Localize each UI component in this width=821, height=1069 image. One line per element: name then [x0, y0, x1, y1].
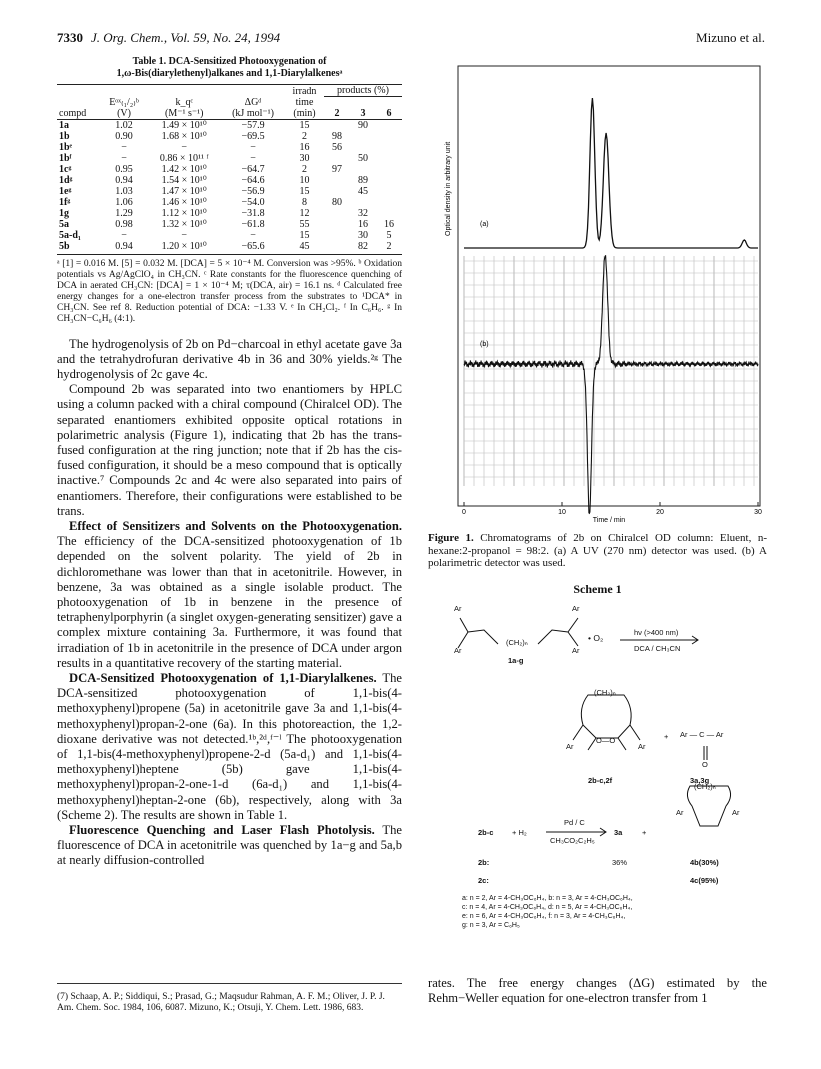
- body-text: [57, 337, 402, 869]
- table-cell: 1.46 × 10¹⁰: [161, 196, 207, 208]
- running-authors: Mizuno et al.: [696, 30, 765, 45]
- panel-b-label: (b): [480, 341, 489, 348]
- product-dioxane: [581, 695, 631, 738]
- panel-a-label: (a): [480, 221, 489, 228]
- table-cell: 80: [331, 196, 342, 208]
- table-cell: 45: [357, 185, 368, 197]
- table-cell: −: [181, 229, 188, 241]
- reactant-label: 2b-c: [478, 827, 494, 837]
- table-cell: 1.42 × 10¹⁰: [161, 163, 207, 175]
- table-cell: −64.7: [241, 163, 265, 175]
- table-cell: 2: [302, 130, 307, 142]
- table-cell: 32: [357, 207, 368, 219]
- table-cell: −65.6: [221, 241, 285, 255]
- table-cell: [324, 175, 350, 186]
- table-cell: 1g: [59, 207, 69, 219]
- table-row: [57, 219, 402, 230]
- recorder-grid: [464, 256, 758, 486]
- table-cell: 0.90: [115, 130, 133, 142]
- table-row: [57, 175, 402, 186]
- table-cell: 15: [299, 185, 310, 197]
- table-cell: [376, 175, 402, 186]
- section-heading: Effect of Sensitizers and Solvents on the Photooxygenation.: [69, 518, 402, 533]
- paragraph: The hydrogenolysis of 2b on Pd−charcoal in ethyl acetate gave 3a and the tetrahydrofuran derivative 4b in 36 and 30% yields.²ᵍ The hydrogenolysis of 2c gave 4c.: [57, 336, 402, 381]
- table-cell: 10: [299, 174, 310, 186]
- table-cell: −: [250, 152, 256, 164]
- table-cell: 82: [350, 241, 376, 255]
- table-cell: 1.02: [115, 119, 133, 131]
- table-cell: 50: [357, 152, 368, 164]
- x-tick-label: 20: [656, 509, 664, 516]
- table-cell: 1bᶠ: [59, 152, 72, 164]
- table-cell: [324, 230, 350, 241]
- table-cell: 1a: [59, 119, 69, 131]
- table-cell: [324, 186, 350, 197]
- chromatogram-svg: [428, 56, 767, 526]
- table-cell: 0.95: [115, 163, 133, 175]
- product-thf: [687, 786, 730, 826]
- table-cell: [376, 131, 402, 142]
- table-cell: 0.94: [101, 241, 148, 255]
- paragraph: Fluorescence Quenching and Laser Flash Photolysis. The fluorescence of DCA in acetonitrile was quenched by 1a−g and 5a,b at nearly diffusion-controlled: [57, 823, 402, 868]
- table-cell: [350, 131, 376, 142]
- table-cell: 1.06: [115, 196, 133, 208]
- x-tick-label: 0: [462, 509, 466, 516]
- table-cell: −54.0: [241, 196, 265, 208]
- figure-1-caption: Figure 1. Chromatograms of 2b on Chiralcel OD column: Eluent, n-hexane:2-propanol = 98:2. (a) A UV (270 nm) detector was used. (b) A polarimetric detector was used.: [428, 532, 767, 569]
- table-row: [57, 164, 402, 175]
- reactant-right-alkene: [568, 618, 578, 646]
- table-cell: 5b: [57, 241, 101, 255]
- table-cell: 16: [383, 218, 394, 230]
- table-cell: [376, 164, 402, 175]
- table-cell: 5: [386, 229, 392, 241]
- table-cell: [324, 119, 350, 131]
- table-cell: [376, 208, 402, 219]
- table-cell: 1fᵍ: [59, 196, 71, 208]
- right-column: [428, 56, 767, 1006]
- table-cell: 98: [331, 130, 342, 142]
- condition-1-bottom: DCA / CH₃CN: [634, 643, 681, 653]
- table-cell: 45: [285, 241, 324, 255]
- table-cell: 1.54 × 10¹⁰: [161, 174, 207, 186]
- footnote-reference: (7) Schaap, A. P.; Siddiqui, S.; Prasad, G.; Maqsudur Rahman, A. F. M.; Oliver, J. P. J. Am. Chem. Soc. 1984, 106, 6087. Mizuno, K.; Otsuji, Y. Chem. Lett. 1986, 683.: [57, 983, 402, 1014]
- table-cell: 1.32 × 10¹⁰: [161, 218, 207, 230]
- table-cell: 1.49 × 10¹⁰: [161, 119, 207, 131]
- table-cell: 30: [357, 229, 368, 241]
- table-cell: 15: [299, 229, 310, 241]
- table-cell: 16: [299, 141, 310, 153]
- table-cell: 1.20 × 10¹⁰: [147, 241, 221, 255]
- condition-1-top: hν (>400 nm): [634, 627, 679, 637]
- y-axis-label: Optical density in arbitrary unit: [445, 141, 452, 236]
- table-row: [57, 230, 402, 241]
- table-cell: 1eᵍ: [59, 185, 72, 197]
- table-cell: 56: [331, 141, 342, 153]
- table-cell: 0.98: [115, 218, 133, 230]
- table-cell: −: [121, 152, 127, 164]
- table-row: [57, 153, 402, 164]
- left-column: [57, 56, 402, 869]
- table-cell: [376, 119, 402, 131]
- plot-frame: [458, 66, 760, 506]
- table-cell: 5a-d₁: [59, 229, 81, 241]
- products-header: products (%): [324, 85, 402, 97]
- table-cell: [324, 219, 350, 230]
- table-row: [57, 186, 402, 197]
- table-cell: 5a: [59, 218, 69, 230]
- section-heading: DCA-Sensitized Photooxygenation of 1,1-Diarylalkenes.: [69, 670, 377, 685]
- x-ticks: [462, 502, 762, 516]
- table-cell: 30: [299, 152, 310, 164]
- table-cell: 89: [357, 174, 368, 186]
- x-axis-label: Time / min: [592, 517, 626, 524]
- table-cell: 2: [302, 163, 307, 175]
- table-cell: −31.8: [241, 207, 265, 219]
- paragraph: DCA-Sensitized Photooxygenation of 1,1-Diarylalkenes. The DCA-sensitized photooxygenation of 1,1-bis(4-methoxyphenyl)propene (5a) in acetonitrile gave 3a and 1,1-bis(4-methoxyphenyl)propan-2-one (6a). In this photoreaction, the 1,2-dioxane derivative was not detected.¹ᵇ,²ᵈ,ᶠ⁻ˡ The photooxygenation of 1,1-bis(4-methoxyphenyl)propene-2-d (5a-d₁) and 1,1-bis(4-methoxyphenyl)heptene (5b) gave 1,1-bis(4-methoxyphenyl)propan-2-one-1-d (6a-d₁) and 1,1-bis(4-methoxyphenyl)heptan-2-one (6b), respectively, along with 3a (Scheme 2). The results are shown in Table 1.: [57, 670, 402, 822]
- paragraph: Compound 2b was separated into two enantiomers by HPLC using a column packed with a chiral compound (Chiralcel OD). The separated enantiomers exhibited opposite optical rotations in polarimetric analysis (Figure 1), indicating that 2b has the trans-fused configuration at the ring junction; note that if 2b has the cis-fused configuration, it should be a meso compound that is optically inactive.⁷ Compounds 2c and 4c were also separated into pairs of enantiomers. Therefore, their configurations were established to be trans.: [57, 382, 402, 518]
- table-cell: 90: [357, 119, 368, 131]
- table-row: [57, 131, 402, 142]
- table-cell: [350, 142, 376, 153]
- ch2-label: (CH₂)ₙ: [506, 637, 528, 647]
- carbonyl-bond: [704, 746, 707, 760]
- table-cell: [350, 164, 376, 175]
- section-heading: Fluorescence Quenching and Laser Flash Photolysis.: [69, 823, 375, 837]
- reactant-left-alkene: [458, 618, 468, 648]
- table-1: irradn products (%) Eᵒˣ₍₁/₂₎ᵇ k_qᶜ ΔGᵈ time compd (V) (M⁻¹ s⁻¹) (kJ mol⁻¹) (min) 2 3 6 1a 1.02 1.49 × 10¹⁰ −57.9 15 90 1b 0.90 1.68 × 10¹⁰ −69.5 2 98 1bᵉ − − − 16 56 1bᶠ − 0.86 × 10¹¹ ᶠ − 30 50 1cᵍ 0.95 1.42 × 10¹⁰ −64.7 2 97 1dᵍ 0.94 1.54 × 10¹⁰ −64.6 10 89 1eᵍ 1.03 1.47 × 10¹⁰ −56.9 15 45 1fᵍ 1.06 1.46 × 10¹⁰ −54.0 8 80 1g 1.29 1.12 × 10¹⁰ −31.8 12 32 5a 0.98 1.32 × 10¹⁰ −61.8 55 16 16 5a-d₁ − − − 15 30 5 5b 0.94 1.20 × 10¹⁰ −65.6 45 82 2: [57, 84, 402, 255]
- table-cell: [324, 153, 350, 164]
- table-footnote: ᵃ [1] = 0.016 M. [5] = 0.032 M. [DCA] = 5 × 10⁻⁴ M. Conversion was >95%. ᵇ Oxidation potentials vs Ag/AgClO₄ in CH₃CN. ᶜ Rate constants for the fluorescence quenching of DCA in aerated CH₃CN: [DCA] = 1 × 10⁻⁴ M; τ(DCA, air) = 16.1 ns. ᵈ Calculated free energy changes for a one-electron transfer process from the substrates to ¹DCA* in CH₃CN. See ref 8. Reduction potential of DCA: −1.33 V. ᵉ In CH₂Cl₂. ᶠ In C₆H₆. ᵍ In CH₃CN−C₆H₆ (4:1).: [57, 258, 402, 324]
- uv-trace: [464, 98, 758, 248]
- table-cell: 1dᵍ: [59, 174, 73, 186]
- table-cell: [324, 208, 350, 219]
- compound-label: 3a,3g: [690, 775, 710, 785]
- table-cell: 15: [299, 119, 310, 131]
- scheme-structures: [428, 600, 767, 920]
- reactant-chain: [538, 630, 568, 644]
- table-cell: 1bᵉ: [59, 141, 73, 153]
- table-cell: [376, 186, 402, 197]
- paragraph: rates. The free energy changes (ΔG) estimated by the Rehm−Weller equation for one-electron transfer from 1: [428, 976, 767, 1006]
- scheme-legend: a: n = 2, Ar = 4-CH₃OC₆H₄, b: n = 3, Ar = 4-CH₃OC₆H₄, c: n = 4, Ar = 4-CH₃OC₆H₄, d: n = 5, Ar = 4-CH₃OC₆H₄, e: n = 6, Ar = 4-CH₃OC₆H₄, f: n = 3, Ar = 4-CH₃C₆H₄, g: n = 3, Ar = C₆H₅: [462, 894, 633, 929]
- table-cell: 1.12 × 10¹⁰: [161, 207, 207, 219]
- table-cell: −56.9: [241, 185, 265, 197]
- table-row: [57, 142, 402, 153]
- figure-1-chromatogram: [428, 56, 767, 526]
- table-cell: [376, 197, 402, 208]
- table-cell: −: [181, 141, 188, 153]
- paragraph: Effect of Sensitizers and Solvents on the Photooxygenation. The efficiency of the DCA-sensitized photooxygenation of 1b depended on the solvent polarity. The yield of 2b in dichloromethane was lower than that in acetonitrile. However, in benzene, 3a was obtained as a single isolable product. The photooxygenation of 1b in benzene in the presence of tetraphenylporphyrin (a singlet oxygen-generating sensitizer) gave a complex mixture containing 3a. Furthermore, it was found that irradiation of 1b in acetonitrile in the presence of DCA under argon results in a quantitative recovery of the starting material.: [57, 518, 402, 670]
- table-body: [57, 119, 402, 254]
- table-cell: [376, 153, 402, 164]
- compound-label: 1a-g: [508, 655, 524, 665]
- table-cell: −: [250, 229, 256, 241]
- table-cell: 2: [376, 241, 402, 255]
- table-cell: 1.03: [115, 185, 133, 197]
- scheme-1: Scheme 1 Ar Ar (CH₂)ₙ Ar Ar • O₂ hν (>400 nm) DCA / CH₃CN 1a-g (CH₂)ₙ Ar Ar O—O + Ar — C — Ar O 2b-c,2f 3a,3g 2b-c + H₂ Pd / C CH₃CO₂C₂H₅ 3a + (CH₂)ₙ Ar Ar 2b: 36% 4b(30%) 2c: 4c(95%) a: n = 2, Ar = 4-CH₃OC₆H₄, b: n = 3, Ar = 4-CH₃OC₆H₄, c: n = 4, Ar = 4-CH₃OC₆H₄, d: n = 5, Ar = 4-CH₃OC₆H₄, e: n = 6, Ar = 4-CH₃OC₆H₄, f: n = 3, Ar = 4-CH₃C₆H₄, g: n = 3, Ar = C₆H₅: [428, 582, 767, 912]
- journal-citation: J. Org. Chem., Vol. 59, No. 24, 1994: [91, 30, 281, 45]
- condition-2-top: Pd / C: [564, 817, 585, 827]
- condition-2-bottom: CH₃CO₂C₂H₅: [550, 835, 595, 845]
- table-row: [57, 197, 402, 208]
- table-cell: 1.29: [115, 207, 133, 219]
- table-cell: 1.68 × 10¹⁰: [161, 130, 207, 142]
- compound-label: 2b-c,2f: [588, 775, 613, 785]
- table-cell: 55: [299, 218, 310, 230]
- table-cell: 1cᵍ: [59, 163, 72, 175]
- table-cell: 0.86 × 10¹¹ ᶠ: [159, 152, 209, 164]
- table-caption: Table 1. DCA-Sensitized Photooxygenation of 1,ω-Bis(diarylethenyl)alkanes and 1,1-Diarylalkenesᵃ: [116, 56, 343, 79]
- table-row: [57, 119, 402, 131]
- table-cell: 1.47 × 10¹⁰: [161, 185, 207, 197]
- table-cell: −61.8: [241, 218, 265, 230]
- table-cell: [350, 197, 376, 208]
- x-tick-label: 10: [558, 509, 566, 516]
- table-cell: −: [121, 229, 127, 241]
- table-row: [57, 208, 402, 219]
- reactant-chain: [468, 630, 498, 644]
- page-number: 7330: [57, 30, 83, 45]
- table-cell: 97: [331, 163, 342, 175]
- page-header: [57, 30, 765, 50]
- table-cell: −57.9: [241, 119, 265, 131]
- table-cell: 12: [299, 207, 310, 219]
- table-cell: 1b: [59, 130, 70, 142]
- table-cell: −64.6: [241, 174, 265, 186]
- table-cell: [324, 241, 350, 255]
- table-cell: 8: [302, 196, 307, 208]
- ketone-formula: Ar — C — Ar: [680, 729, 724, 739]
- table-cell: −: [121, 141, 127, 153]
- table-cell: −69.5: [241, 130, 265, 142]
- table-cell: 16: [357, 218, 368, 230]
- table-row: [57, 241, 402, 255]
- scheme-title: Scheme 1: [573, 581, 622, 596]
- oxygen-label: • O₂: [588, 632, 604, 643]
- table-cell: [376, 142, 402, 153]
- table-cell: −: [250, 141, 256, 153]
- table-cell: 0.94: [115, 174, 133, 186]
- x-tick-label: 30: [754, 509, 762, 516]
